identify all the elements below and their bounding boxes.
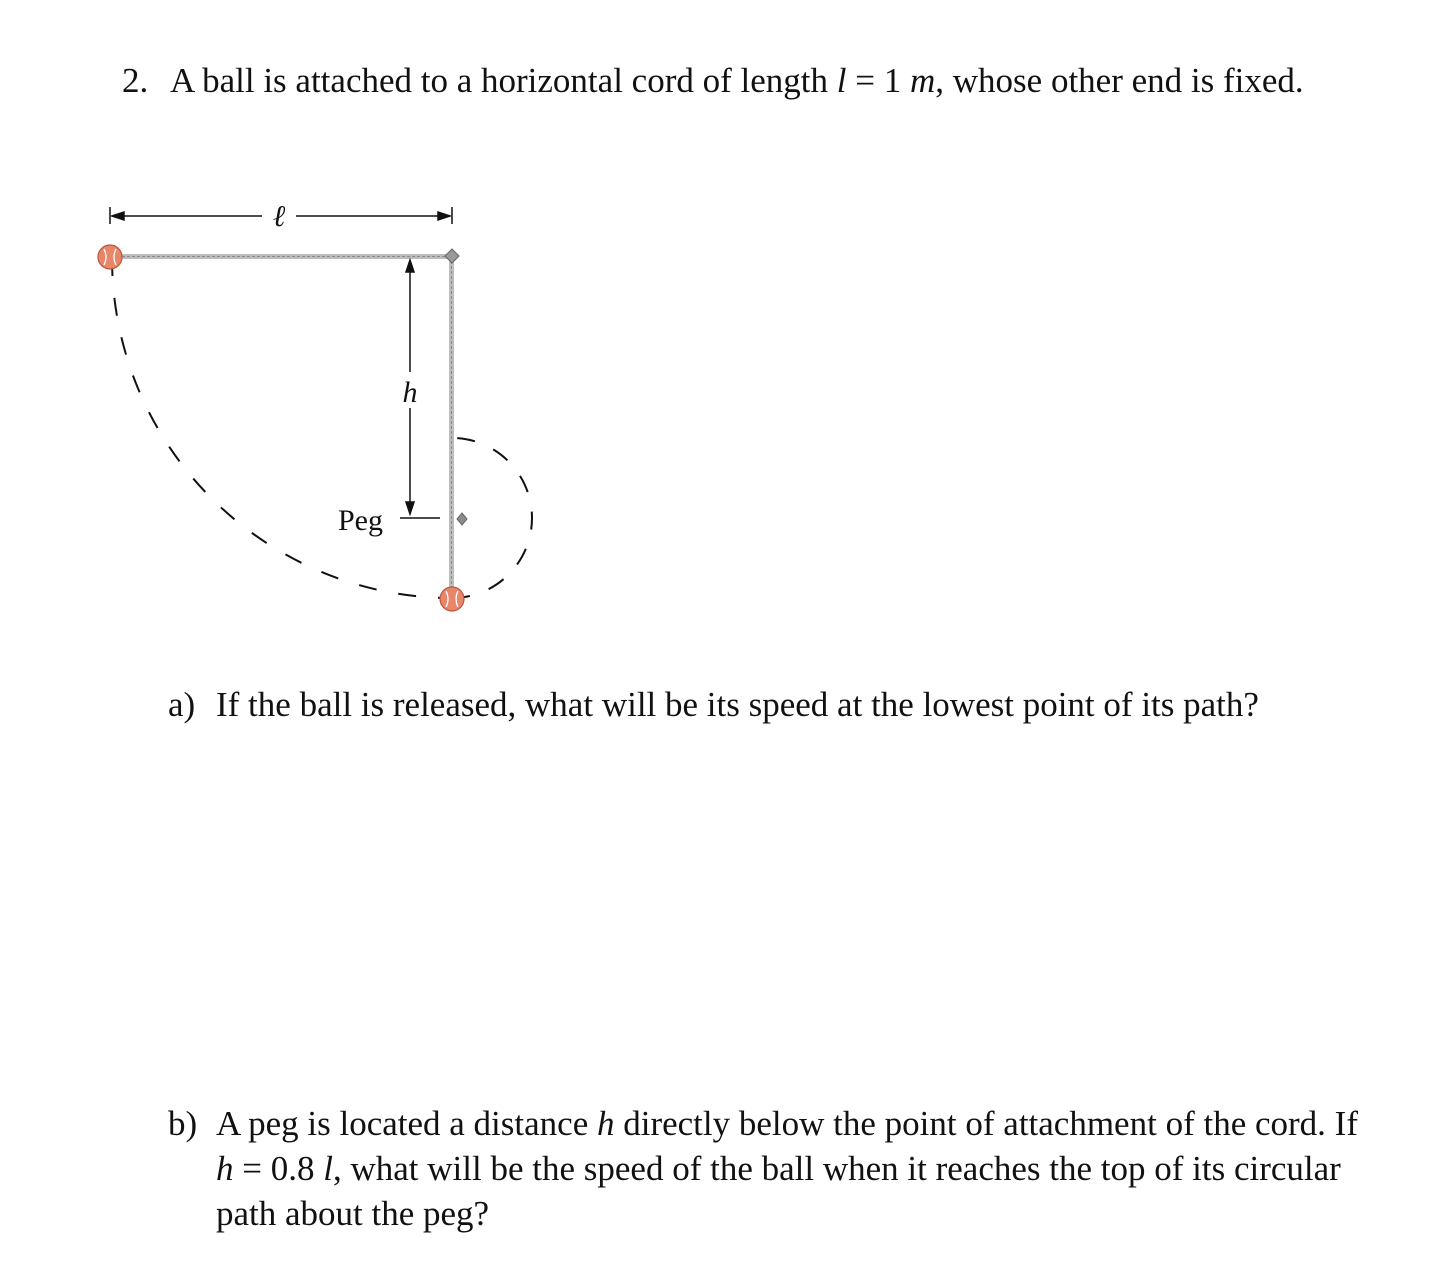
peg-label: Peg (338, 504, 383, 537)
ball-bottom (440, 587, 464, 611)
part-b-text-2: directly below the point of attachment of the cord. If (614, 1104, 1358, 1143)
problem-number: 2. (122, 61, 149, 100)
part-b-question (168, 1101, 1368, 1236)
peg-marker (457, 513, 467, 525)
length-unit: m (909, 61, 936, 100)
part-a-question: If the ball is released, what will be its speed at the lowest point of its path? (216, 685, 1259, 724)
part-b-text-1: A peg is located a distance (216, 1104, 597, 1143)
ball-start (98, 245, 122, 269)
height-label: h (402, 376, 418, 409)
part-b-text-3: , what will be the speed of the ball when it reaches the top of its circular path about the peg? (216, 1149, 1341, 1233)
pendulum-figure (0, 0, 600, 640)
problem-text-2: , whose other end is fixed. (935, 61, 1304, 100)
vertical-cord (449, 256, 454, 596)
part-b-var-h2: h (216, 1149, 234, 1188)
part-a (168, 682, 1318, 727)
part-b (168, 1101, 1368, 1236)
part-b-var-l: l (323, 1149, 333, 1188)
length-equation: = 1 (846, 61, 910, 100)
length-label: ℓ (272, 200, 286, 233)
part-a-marker: a) (168, 685, 196, 724)
part-b-marker: b) (168, 1104, 198, 1143)
part-b-eq: = 0.8 (233, 1149, 324, 1188)
problem-text-1: A ball is attached to a horizontal cord of length (170, 61, 837, 100)
fixed-point-marker (445, 249, 459, 263)
part-b-var-h: h (596, 1104, 615, 1143)
length-variable: l (836, 61, 847, 100)
horizontal-cord (112, 254, 452, 259)
swing-path (112, 258, 452, 598)
